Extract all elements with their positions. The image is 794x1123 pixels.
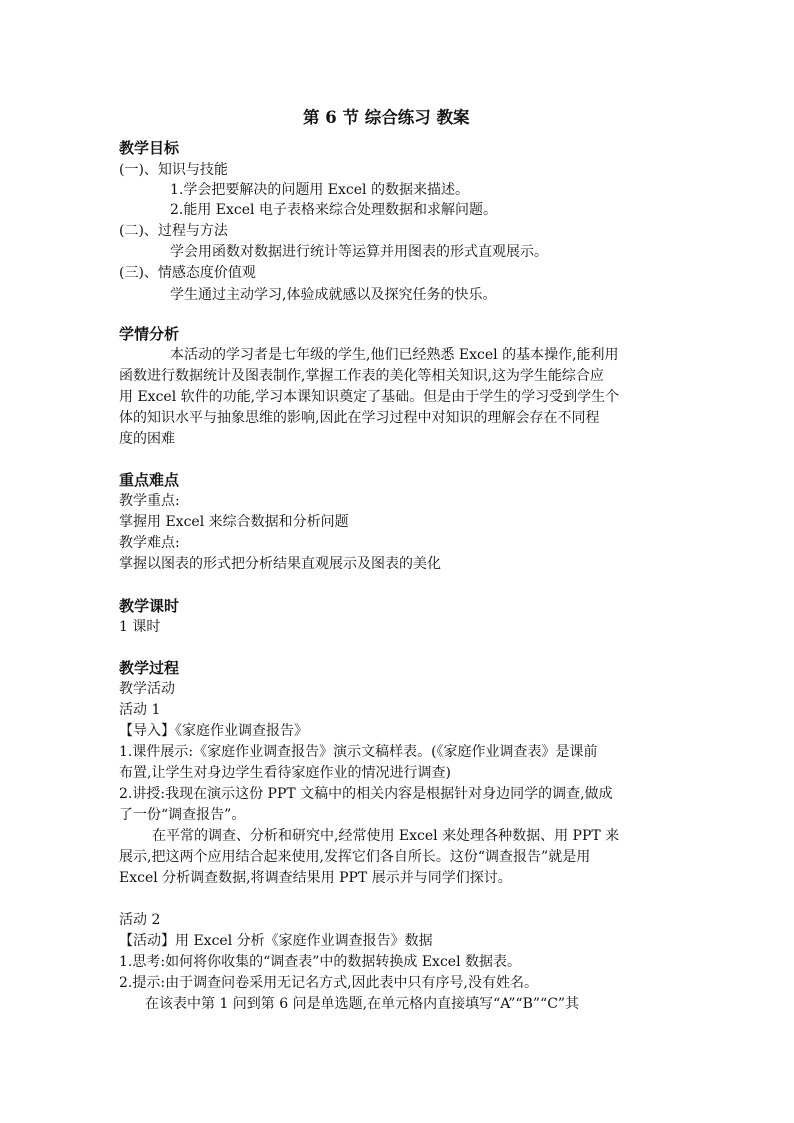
key-focus-label: 教学重点:: [119, 493, 180, 509]
objective-item3-text: 学生通过主动学习,体验成就感以及探究任务的快乐。: [170, 287, 497, 303]
activity1-paragraph-line: 1.课件展示:《家庭作业调查报告》演示文稿样表。(《家庭作业调查表》是课前: [119, 744, 598, 760]
activity1-paragraph-line: 了一份“调查报告”。: [119, 807, 246, 823]
section-heading-objectives: 教学目标: [119, 139, 180, 157]
activity2-question: 2.提示:由于调查问卷采用无记名方式,因此表中只有序号,没有姓名。: [119, 975, 538, 991]
document-title: 第 6 节 综合练习 教案: [303, 108, 470, 127]
activity2-title: 【活动】用 Excel 分析《家庭作业调查报告》数据: [119, 933, 433, 949]
activity1-paragraph-line: 2.讲授:我现在演示这份 PPT 文稿中的相关内容是根据针对身边同学的调查,做成: [119, 786, 613, 802]
analysis-line: 体的知识水平与抽象思维的影响,因此在学习过程中对知识的理解会存在不同程: [119, 410, 600, 426]
key-focus-text: 掌握用 Excel 来综合数据和分析问题: [119, 514, 349, 530]
section-heading-hours: 教学课时: [119, 597, 180, 615]
process-subheading: 教学活动: [119, 681, 175, 697]
key-difficulty-label: 教学难点:: [119, 535, 180, 551]
objective-item1-point1: 1.学会把要解决的问题用 Excel 的数据来描述。: [170, 182, 469, 198]
activity2-question: 1.思考:如何将你收集的“调查表”中的数据转换成 Excel 数据表。: [119, 954, 522, 970]
activity1-paragraph-line: 展示,把这两个应用结合起来使用,发挥它们各自所长。这份“调查报告”就是用: [119, 849, 591, 865]
section-heading-analysis: 学情分析: [119, 325, 180, 343]
objective-item2-label: (二)、过程与方法: [119, 223, 228, 239]
analysis-line: 用 Excel 软件的功能,学习本课知识奠定了基础。但是由于学生的学习受到学生个: [119, 389, 620, 405]
activity2-label: 活动 2: [119, 912, 161, 928]
hours-text: 1 课时: [119, 619, 161, 635]
section-heading-process: 教学过程: [119, 659, 180, 677]
activity1-label: 活动 1: [119, 702, 161, 718]
section-heading-key-points: 重点难点: [119, 471, 180, 489]
activity1-paragraph-line: Excel 分析调查数据,将调查结果用 PPT 展示并与同学们探讨。: [119, 870, 512, 886]
analysis-line: 函数进行数据统计及图表制作,掌握工作表的美化等相关知识,这为学生能综合应: [119, 368, 604, 384]
analysis-line: 度的困难: [119, 431, 175, 447]
objective-item1-label: (一)、知识与技能: [119, 162, 228, 178]
activity1-paragraph-line: 在平常的调查、分析和研究中,经常使用 Excel 来处理各种数据、用 PPT 来: [152, 828, 620, 844]
activity1-paragraph-line: 布置,让学生对身边学生看待家庭作业的情况进行调查): [119, 765, 451, 781]
key-difficulty-text: 掌握以图表的形式把分析结果直观展示及图表的美化: [119, 556, 441, 572]
activity1-title: 【导入】《家庭作业调查报告》: [119, 723, 308, 739]
analysis-line: 本活动的学习者是七年级的学生,他们已经熟悉 Excel 的基本操作,能利用: [170, 347, 619, 363]
activity2-question: 在该表中第 1 问到第 6 问是单选题,在单元格内直接填写“A”“B”“C”其: [145, 996, 580, 1012]
objective-item2-text: 学会用函数对数据进行统计等运算并用图表的形式直观展示。: [170, 244, 548, 260]
objective-item3-label: (三)、情感态度价值观: [119, 265, 256, 281]
objective-item1-point2: 2.能用 Excel 电子表格来综合处理数据和求解问题。: [170, 202, 497, 218]
